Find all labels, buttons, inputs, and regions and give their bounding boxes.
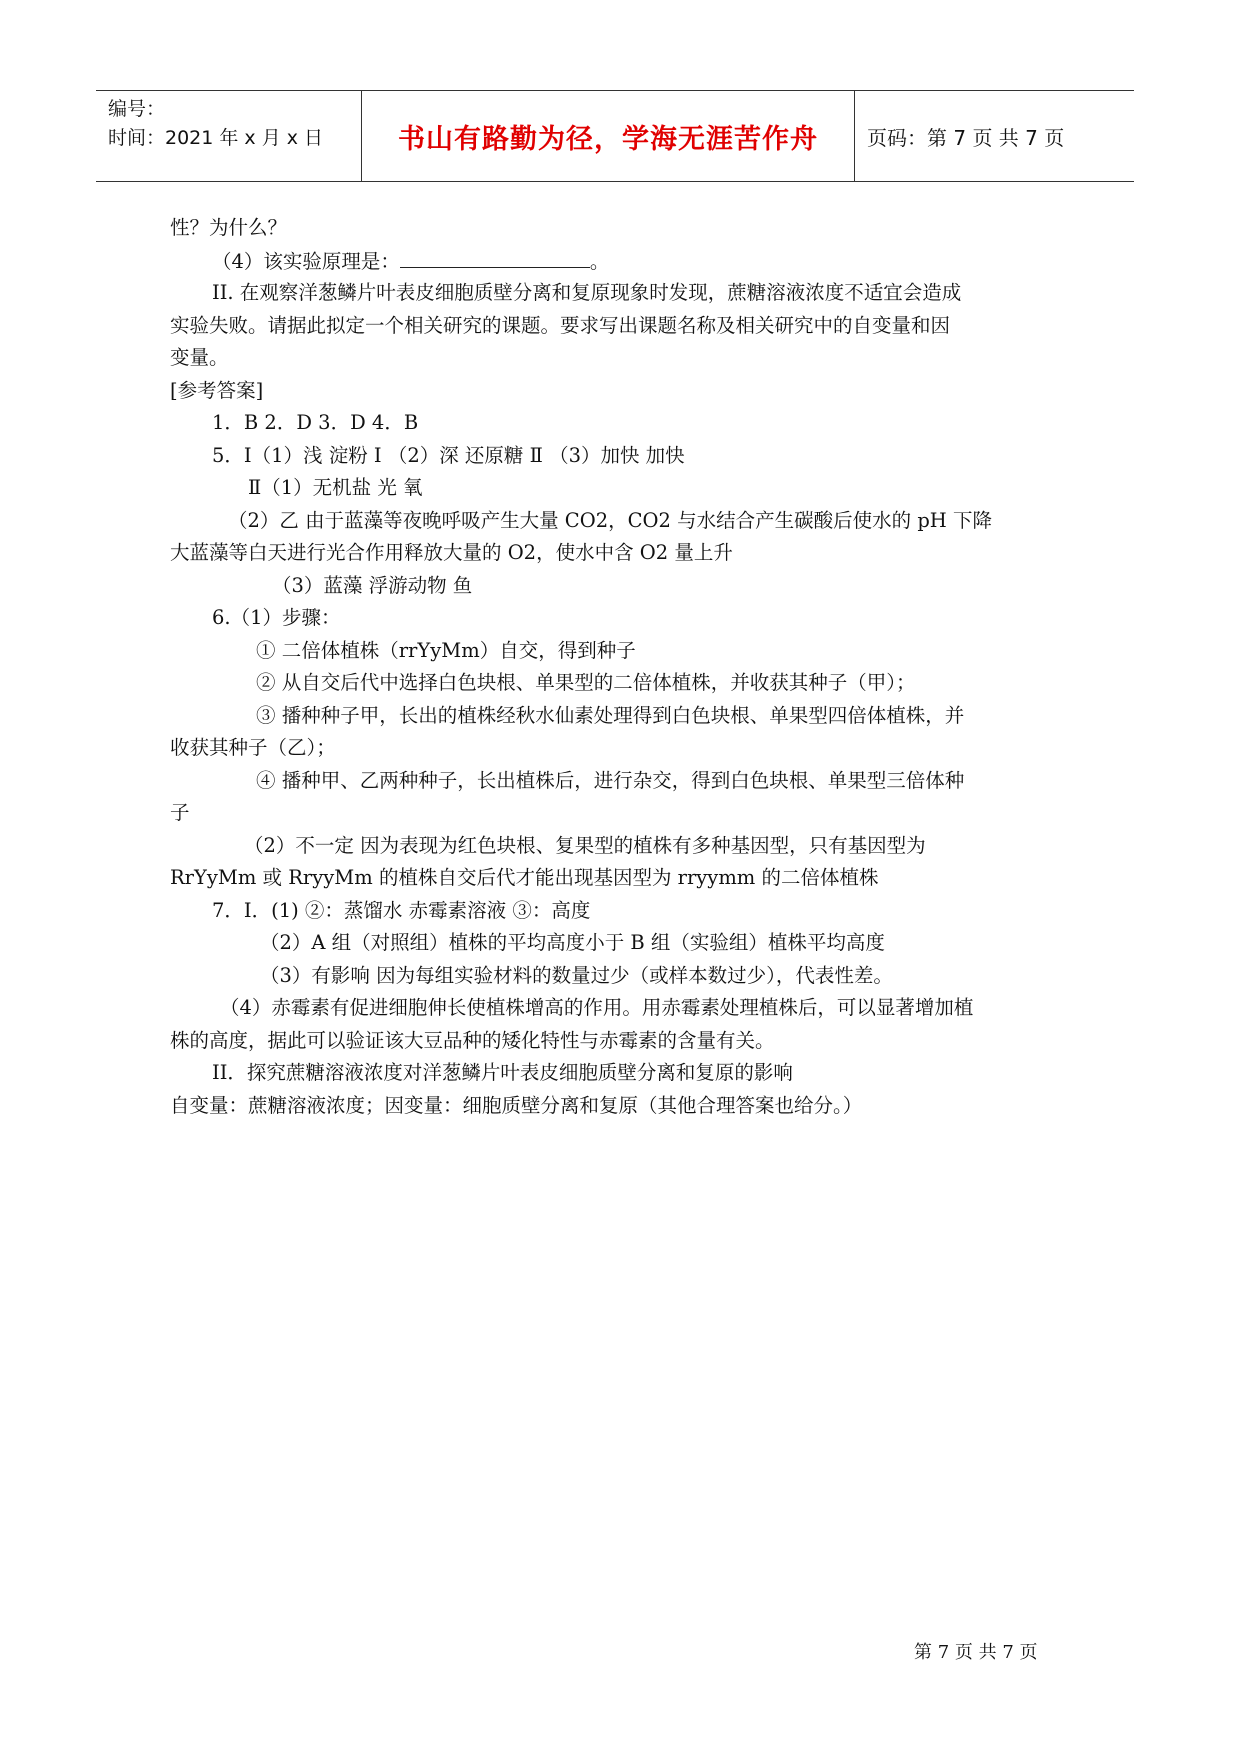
time-label: 时间：2021 年 x 月 x 日 <box>108 127 324 149</box>
header-motto: 书山有路勤为径，学海无涯苦作舟 <box>361 91 855 181</box>
text-line: ④ 播种甲、乙两种种子，长出植株后，进行杂交，得到白色块根、单果型三倍体种 <box>256 769 965 792</box>
text-line: 性？为什么？ <box>170 216 288 239</box>
principle-line <box>212 249 609 274</box>
text-line: ① 二倍体植株（rrYyMm）自交，得到种子 <box>256 639 636 662</box>
text-line: ② 从自交后代中选择白色块根、单果型的二倍体植株，并收获其种子（甲）； <box>256 671 916 694</box>
text-line: （2）不一定 因为表现为红色块根、复果型的植株有多种基因型，只有基因型为 <box>244 834 926 857</box>
text-line: （2）A 组（对照组）植株的平均高度小于 B 组（实验组）植株平均高度 <box>260 931 885 954</box>
page-footer: 第 7 页 共 7 页 <box>914 1642 1038 1663</box>
header-page-label: 页码：第 7 页 共 7 页 <box>867 125 1065 150</box>
text-line: II．探究蔗糖溶液浓度对洋葱鳞片叶表皮细胞质壁分离和复原的影响 <box>212 1061 793 1084</box>
text-line: （2）乙 由于蓝藻等夜晚呼吸产生大量 CO2，CO2 与水结合产生碳酸后使水的 pH 下降 <box>228 509 993 532</box>
text-line: 6.（1）步骤： <box>212 606 341 629</box>
answer-blank <box>400 249 590 268</box>
text-line: ③ 播种种子甲，长出的植株经秋水仙素处理得到白色块根、单果型四倍体植株，并 <box>256 704 965 727</box>
text-line: 自变量：蔗糖溶液浓度；因变量：细胞质壁分离和复原（其他合理答案也给分。） <box>170 1094 863 1117</box>
text-line: （3）有影响 因为每组实验材料的数量过少（或样本数过少），代表性差。 <box>260 964 893 987</box>
header-meta <box>96 91 361 181</box>
text-line: 实验失败。请据此拟定一个相关研究的课题。要求写出课题名称及相关研究中的自变量和因 <box>170 314 951 337</box>
principle-end: 。 <box>589 250 610 273</box>
text-line: 大蓝藻等白天进行光合作用释放大量的 O2，使水中含 O2 量上升 <box>170 541 733 564</box>
text-line: （4）赤霉素有促进细胞伸长使植株增高的作用。用赤霉素处理植株后，可以显著增加植 <box>220 996 974 1019</box>
text-line: 变量。 <box>170 346 229 369</box>
text-line: 1．B 2．D 3．D 4．B <box>212 411 419 434</box>
text-line: 收获其种子（乙）； <box>170 736 336 759</box>
number-label: 编号： <box>108 98 166 120</box>
text-line: Ⅱ（1）无机盐 光 氧 <box>248 476 423 499</box>
text-line: 7．I．(1) ②：蒸馏水 赤霉素溶液 ③：高度 <box>212 899 591 922</box>
principle-label: （4）该实验原理是： <box>212 250 400 273</box>
text-line: RrYyMm 或 RryyMm 的植株自交后代才能出现基因型为 rryymm 的二倍体植株 <box>170 866 879 889</box>
text-line: 株的高度，据此可以验证该大豆品种的矮化特性与赤霉素的含量有关。 <box>170 1029 775 1052</box>
text-line: （3）蓝藻 浮游动物 鱼 <box>272 574 473 597</box>
answer-heading: [参考答案] <box>170 379 264 402</box>
text-line: II. 在观察洋葱鳞片叶表皮细胞质壁分离和复原现象时发现，蔗糖溶液浓度不适宜会造成 <box>212 281 962 304</box>
page-header <box>96 90 1134 182</box>
text-line: 子 <box>170 801 190 824</box>
text-line: 5．Ⅰ（1）浅 淀粉 Ⅰ （2）深 还原糖 Ⅱ （3）加快 加快 <box>212 444 685 467</box>
